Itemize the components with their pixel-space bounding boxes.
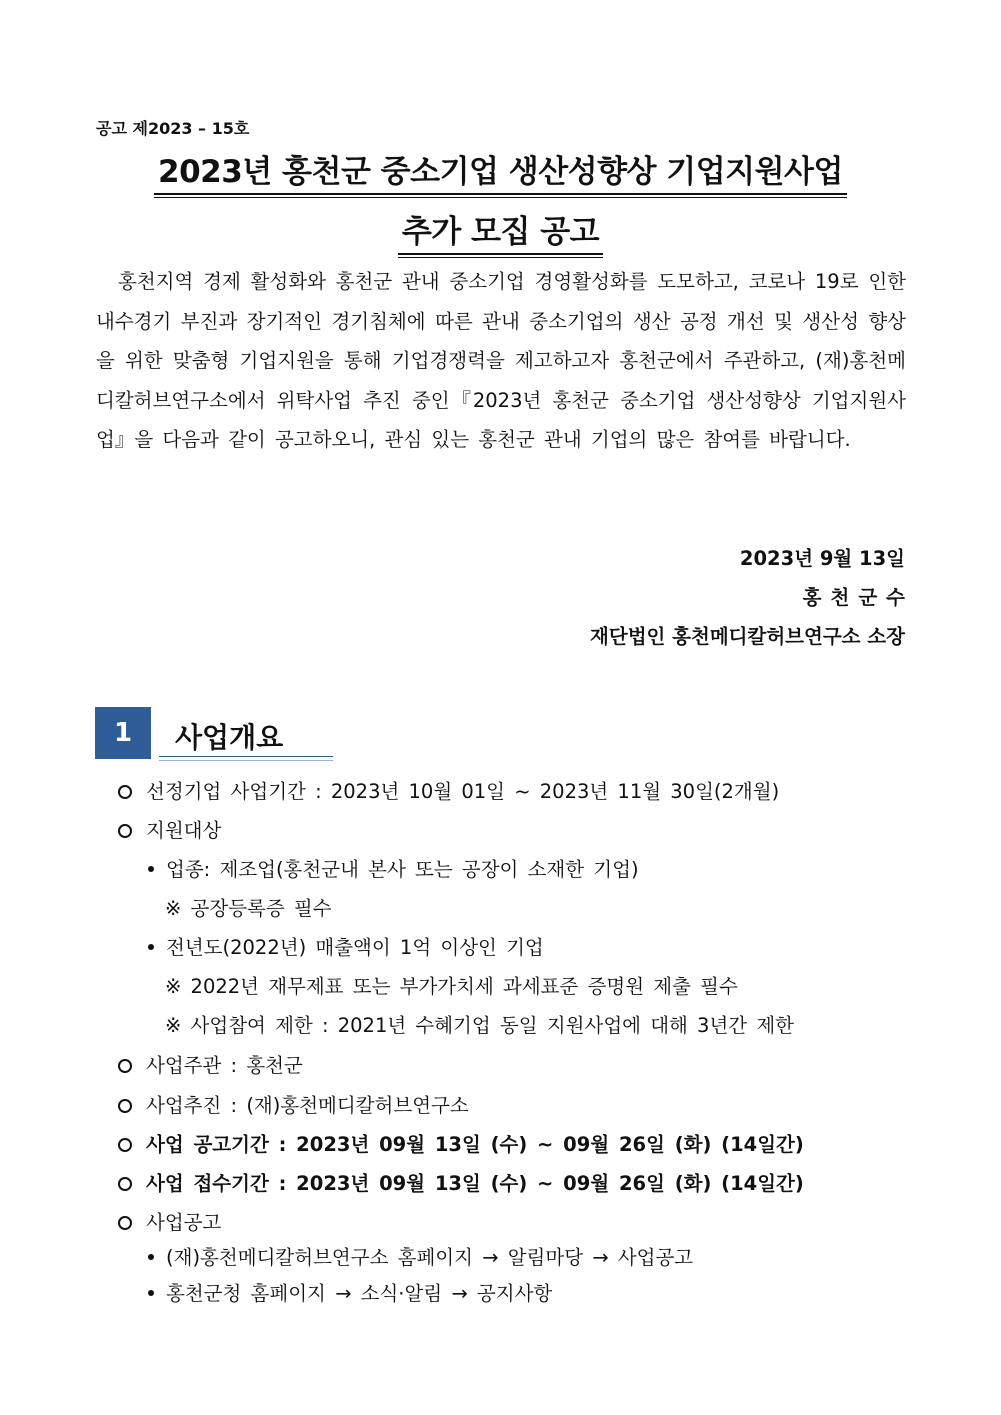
sub-list-item: 홍천군청 홈페이지 → 소식·알림 → 공지사항: [148, 1278, 552, 1306]
intro-text: 홍천지역 경제 활성화와 홍천군 관내 중소기업 경영활성화를 도모하고, 코로나 19로 인한 내수경기 부진과 장기적인 경기침체에 따른 관내 중소기업의 생산 공정 개선 및 생산성 향상을 위한 맞춤형 기업지원을 통해 기업경쟁력을 제고하고자 홍천군에서 주관하고, (재)홍천메디칼허브연구소에서 위탁사업 추진 중인『2023년 홍천군 중소기업 생산성향상 기업지원사업』을 다음과 같이 공고하오니, 관심 있는 홍천군 관내 기업의 많은 참여를 바랍니다.: [96, 270, 906, 451]
list-item-announcement-period: 사업 공고기간 : 2023년 09월 13일 (수) ~ 09월 26일 (화) (14일간): [118, 1129, 804, 1157]
list-item: 지원대상: [118, 815, 221, 843]
signatory-county: 홍천군수: [802, 586, 914, 609]
circle-bullet-icon: [118, 1059, 132, 1073]
circle-bullet-icon: [118, 1138, 132, 1152]
notice-number: 공고 제2023 – 15호: [96, 119, 250, 138]
list-item: 사업공고: [118, 1207, 221, 1235]
list-item-application-period: 사업 접수기간 : 2023년 09월 13일 (수) ~ 09월 26일 (화) (14일간): [118, 1168, 804, 1196]
sub-list-item: 전년도(2022년) 매출액이 1억 이상인 기업: [148, 932, 544, 960]
list-item: 사업추진 : (재)홍천메디칼허브연구소: [118, 1090, 469, 1118]
sub-list-item: 업종: 제조업(홍천군내 본사 또는 공장이 소재한 기업): [148, 854, 639, 882]
signatory-institute: 재단법인 홍천메디칼허브연구소 소장: [590, 625, 905, 648]
list-item: 사업주관 : 홍천군: [118, 1050, 303, 1078]
circle-bullet-icon: [118, 1216, 132, 1230]
dot-bullet-icon: [148, 866, 154, 872]
intro-paragraph: [96, 262, 906, 460]
circle-bullet-icon: [118, 824, 132, 838]
section-number-badge: 1: [95, 707, 151, 759]
title-text-2: 추가 모집 공고: [398, 206, 603, 255]
title-text-1: 2023년 홍천군 중소기업 생산성향상 기업지원사업: [154, 146, 847, 195]
section-title: 사업개요: [175, 721, 284, 754]
circle-bullet-icon: [118, 1177, 132, 1191]
document-title-line-2: [0, 206, 1001, 255]
dot-bullet-icon: [148, 1254, 154, 1260]
dot-bullet-icon: [148, 1290, 154, 1296]
note-item: ※ 사업참여 제한 : 2021년 수혜기업 동일 지원사업에 대해 3년간 제한: [165, 1014, 795, 1037]
circle-bullet-icon: [118, 785, 132, 799]
note-item: ※ 공장등록증 필수: [165, 897, 332, 920]
dot-bullet-icon: [148, 944, 154, 950]
list-item: 선정기업 사업기간 : 2023년 10월 01일 ~ 2023년 11월 30일(2개월): [118, 776, 779, 804]
document-title-line-1: [0, 146, 1001, 195]
section-underline-light: [159, 760, 333, 761]
sub-list-item: (재)홍천메디칼허브연구소 홈페이지 → 알림마당 → 사업공고: [148, 1242, 693, 1270]
note-item: ※ 2022년 재무제표 또는 부가가치세 과세표준 증명원 제출 필수: [165, 975, 738, 998]
circle-bullet-icon: [118, 1099, 132, 1113]
section-underline: [159, 756, 333, 757]
announcement-date: 2023년 9월 13일: [739, 547, 905, 570]
